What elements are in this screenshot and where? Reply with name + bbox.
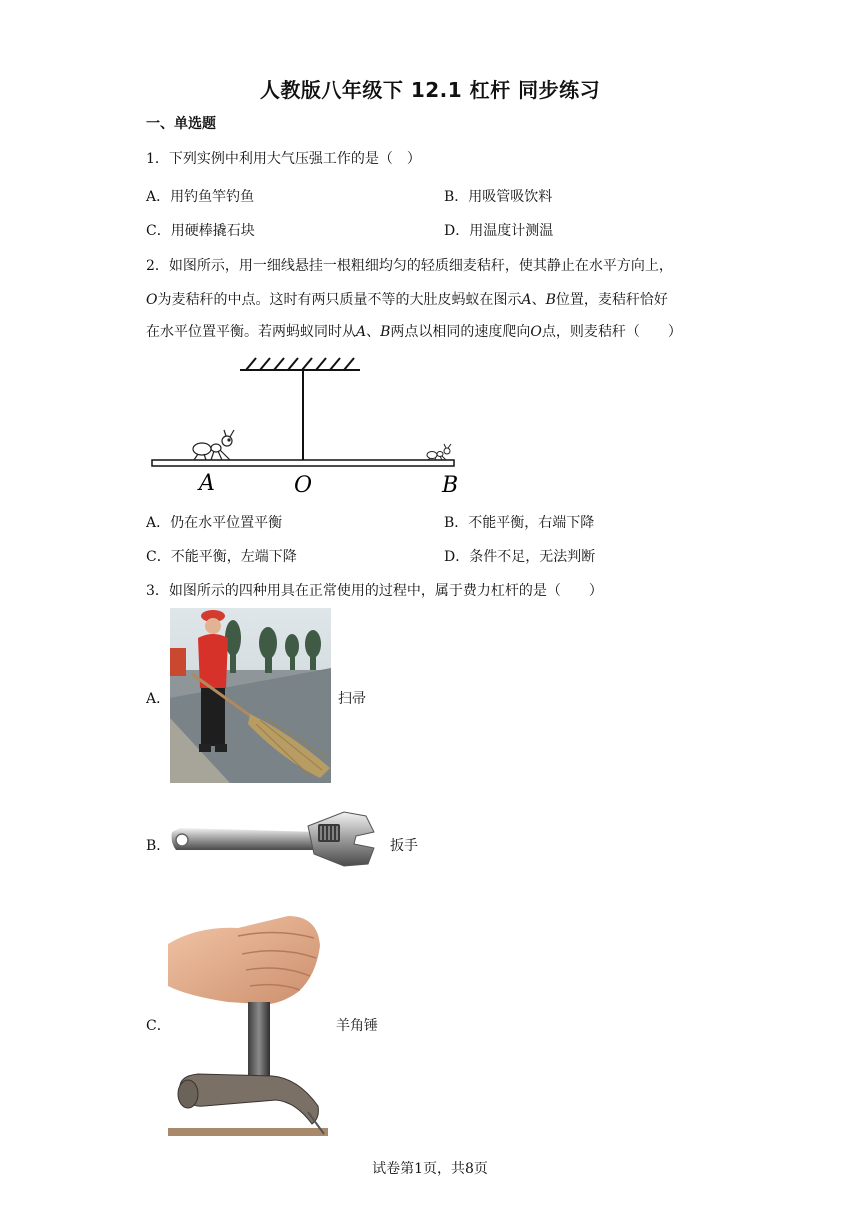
- q2-option-c[interactable]: C．不能平衡，左端下降: [146, 549, 297, 565]
- point-a-label: A: [356, 324, 367, 340]
- q3-option-b-letter[interactable]: B．: [146, 838, 171, 854]
- q2-text-end: 位置，麦秸秆恰好: [555, 292, 668, 308]
- q1-stem: 1．下列实例中利用大气压强工作的是（ ）: [146, 151, 421, 167]
- q1-option-d[interactable]: D．用温度计测温: [444, 223, 554, 239]
- q3-option-a-letter[interactable]: A．: [146, 691, 171, 707]
- q2-option-b[interactable]: B．不能平衡，右端下降: [444, 515, 595, 531]
- q2-stem-line-2: [146, 289, 668, 309]
- page-footer: 试卷第1页，共8页: [372, 1161, 488, 1177]
- ceiling-support: [240, 358, 360, 370]
- q3-stem: 3．如图所示的四种用具在正常使用的过程中，属于费力杠杆的是（ ）: [146, 583, 603, 599]
- q2-stem-line-1: 2．如图所示，用一细线悬挂一根粗细均匀的轻质细麦秸秆，使其静止在水平方向上，: [146, 258, 673, 274]
- point-a-label: A: [521, 292, 532, 308]
- q2-text: 两点以相同的速度爬向: [390, 324, 531, 340]
- q1-option-a[interactable]: A．用钓鱼竿钓鱼: [146, 189, 255, 205]
- big-ant-icon: [193, 430, 234, 460]
- q2-sep: 、: [366, 324, 381, 340]
- point-b-label: B: [545, 292, 556, 308]
- point-b-label: B: [380, 324, 391, 340]
- figure-label-a: A: [199, 471, 215, 496]
- q2-option-a[interactable]: A．仍在水平位置平衡: [146, 515, 283, 531]
- lever-figure: [146, 350, 466, 500]
- point-o-label: O: [530, 324, 542, 340]
- wrench-photo: [168, 792, 380, 888]
- straw-lever: [152, 460, 454, 466]
- q1-option-b[interactable]: B．用吸管吸饮料: [444, 189, 553, 205]
- q1-option-c[interactable]: C．用硬棒撬石块: [146, 223, 255, 239]
- section-heading: 一、单选题: [146, 116, 216, 132]
- q2-text: 在水平位置平衡。若两蚂蚁同时从: [146, 324, 356, 340]
- sweeper-with-broom-photo: [170, 608, 331, 783]
- point-o-label: O: [146, 292, 158, 308]
- claw-hammer-photo: [168, 906, 328, 1136]
- q3-option-c-caption: 羊角锤: [336, 1018, 378, 1034]
- small-ant-icon: [427, 444, 451, 460]
- q3-option-a-caption: 扫帚: [338, 691, 366, 707]
- figure-label-o: O: [294, 473, 313, 498]
- q2-text: 为麦秸秆的中点。这时有两只质量不等的大肚皮蚂蚁在图示: [157, 292, 522, 308]
- q3-option-c-letter[interactable]: C．: [146, 1018, 171, 1034]
- q3-option-b-caption: 扳手: [390, 838, 418, 854]
- page-title: 人教版八年级下 12.1 杠杆 同步练习: [259, 78, 601, 102]
- q2-sep: 、: [531, 292, 546, 308]
- q2-stem-line-3: [146, 321, 682, 341]
- q2-option-d[interactable]: D．条件不足，无法判断: [444, 549, 596, 565]
- figure-label-b: B: [442, 473, 459, 498]
- q2-text-end: 点，则麦秸秆（ ）: [541, 324, 682, 340]
